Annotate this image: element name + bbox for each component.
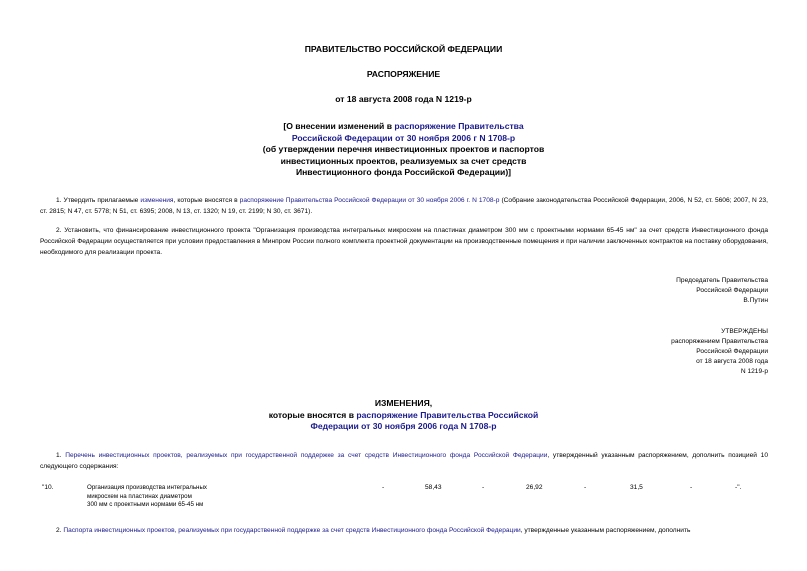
item2-text: , утвержденные указанным распоряжением, дополнить — [520, 527, 691, 534]
title-link-order[interactable]: распоряжение Правительства — [394, 121, 524, 131]
title-line-4: инвестиционных проектов, реализуемых за счет средств — [280, 155, 527, 166]
para1-text-b: , которые вносятся в — [173, 197, 240, 204]
para1-text-c: (Собрание законодательства Российской Федерации, 2006, N 52, ст. 5606; 2007, N 23, ст. 2815; N 47, ст. 5778; N 51, ст. 6395; 2008, N 13, ст. 1320; N 19, ст. 2199; N 30, ст. 3671). — [40, 197, 768, 215]
government-heading: ПРАВИТЕЛЬСТВО РОССИЙСКОЙ ФЕДЕРАЦИИ — [304, 44, 503, 54]
approval-line-5: N 1219-р — [740, 368, 768, 375]
table-row-project-name — [87, 484, 207, 510]
table-cell-1: - — [382, 484, 385, 491]
item1-text: , утвержденный указанным распоряжением, дополнить позицией 10 следующего содержания: — [40, 452, 768, 470]
table-cell-4: 26,92 — [526, 484, 543, 491]
title-line-3: (об утверждении перечня инвестиционных проектов и паспортов — [262, 144, 545, 154]
changes-title — [0, 398, 807, 433]
table-cell-2: 58,43 — [425, 484, 442, 491]
approval-line-2: распоряжением Правительства — [671, 338, 768, 345]
signature-block — [676, 276, 768, 306]
changes-link-order-date[interactable]: Федерации от 30 ноября 2006 года N 1708-р — [310, 421, 497, 431]
table-cell-8: -". — [735, 484, 742, 491]
approval-heading: УТВЕРЖДЕНЫ — [721, 328, 768, 335]
approval-line-3: Российской Федерации — [696, 348, 768, 355]
project-name-line-1: Организация производства интегральных — [87, 484, 208, 491]
changes-heading: ИЗМЕНЕНИЯ, — [374, 398, 433, 408]
table-cell-5: - — [584, 484, 587, 491]
approval-line-4: от 18 августа 2008 года — [696, 358, 768, 365]
document-title — [0, 121, 807, 179]
document-type: РАСПОРЯЖЕНИЕ — [366, 69, 441, 79]
changes-link-order[interactable]: распоряжение Правительства Российской — [356, 409, 539, 420]
table-row-number: "10. — [42, 484, 54, 491]
document-date: от 18 августа 2008 года N 1219-р — [335, 94, 472, 104]
paragraph-1 — [40, 195, 768, 217]
signature-title: Председатель Правительства — [676, 277, 768, 284]
para1-text-a: 1. Утвердить прилагаемые — [56, 197, 141, 204]
title-line-5: Инвестиционного фонда Российской Федерации)] — [295, 167, 512, 177]
title-prefix: [О внесении изменений в — [283, 121, 395, 131]
signature-name: В.Путин — [743, 297, 768, 304]
title-link-order-date[interactable]: Российской Федерации от 30 ноября 2006 г N 1708-р — [291, 132, 516, 143]
link-order-1708[interactable]: распоряжение Правительства Российской Федерации от 30 ноября 2006 г. N 1708-р — [239, 197, 500, 204]
link-investment-list[interactable]: Перечень инвестиционных проектов, реализуемых при государственной поддержке за счет средств Инвестиционного фонда Российской Федерации — [65, 452, 548, 459]
project-name-line-3: 300 мм с проектными нормами 65-45 нм — [87, 501, 204, 508]
link-investment-passports[interactable]: Паспорта инвестиционных проектов, реализуемых при государственной поддержке за счет средств Инвестиционного фонда Российской Федерации — [63, 527, 521, 534]
item-1 — [40, 450, 768, 472]
item-2 — [40, 525, 768, 536]
approval-block — [671, 327, 768, 377]
paragraph-2: 2. Установить, что финансирование инвестиционного проекта "Организация производства интегральных микросхем на пластинах диаметром 300 мм с проектными нормами 65-45 нм" за счет средств Инвестиционного фонда Российской Федерации осуществляется при условии предоставления в Минпром России полного комплекта проектной документации на производственные помещения и при наличии заключенных контрактов на поставку оборудования, необходимого для реализации проекта. — [40, 227, 768, 256]
item1-number: 1. — [56, 452, 66, 459]
changes-prefix: которые вносятся в — [268, 409, 357, 420]
item2-number: 2. — [56, 527, 64, 534]
link-changes[interactable]: изменения — [140, 197, 174, 204]
signature-country: Российской Федерации — [696, 287, 768, 294]
table-cell-6: 31,5 — [630, 484, 643, 491]
table-cell-3: - — [482, 484, 485, 491]
table-cell-7: - — [690, 484, 693, 491]
project-name-line-2: микросхем на пластинах диаметром — [87, 492, 192, 500]
